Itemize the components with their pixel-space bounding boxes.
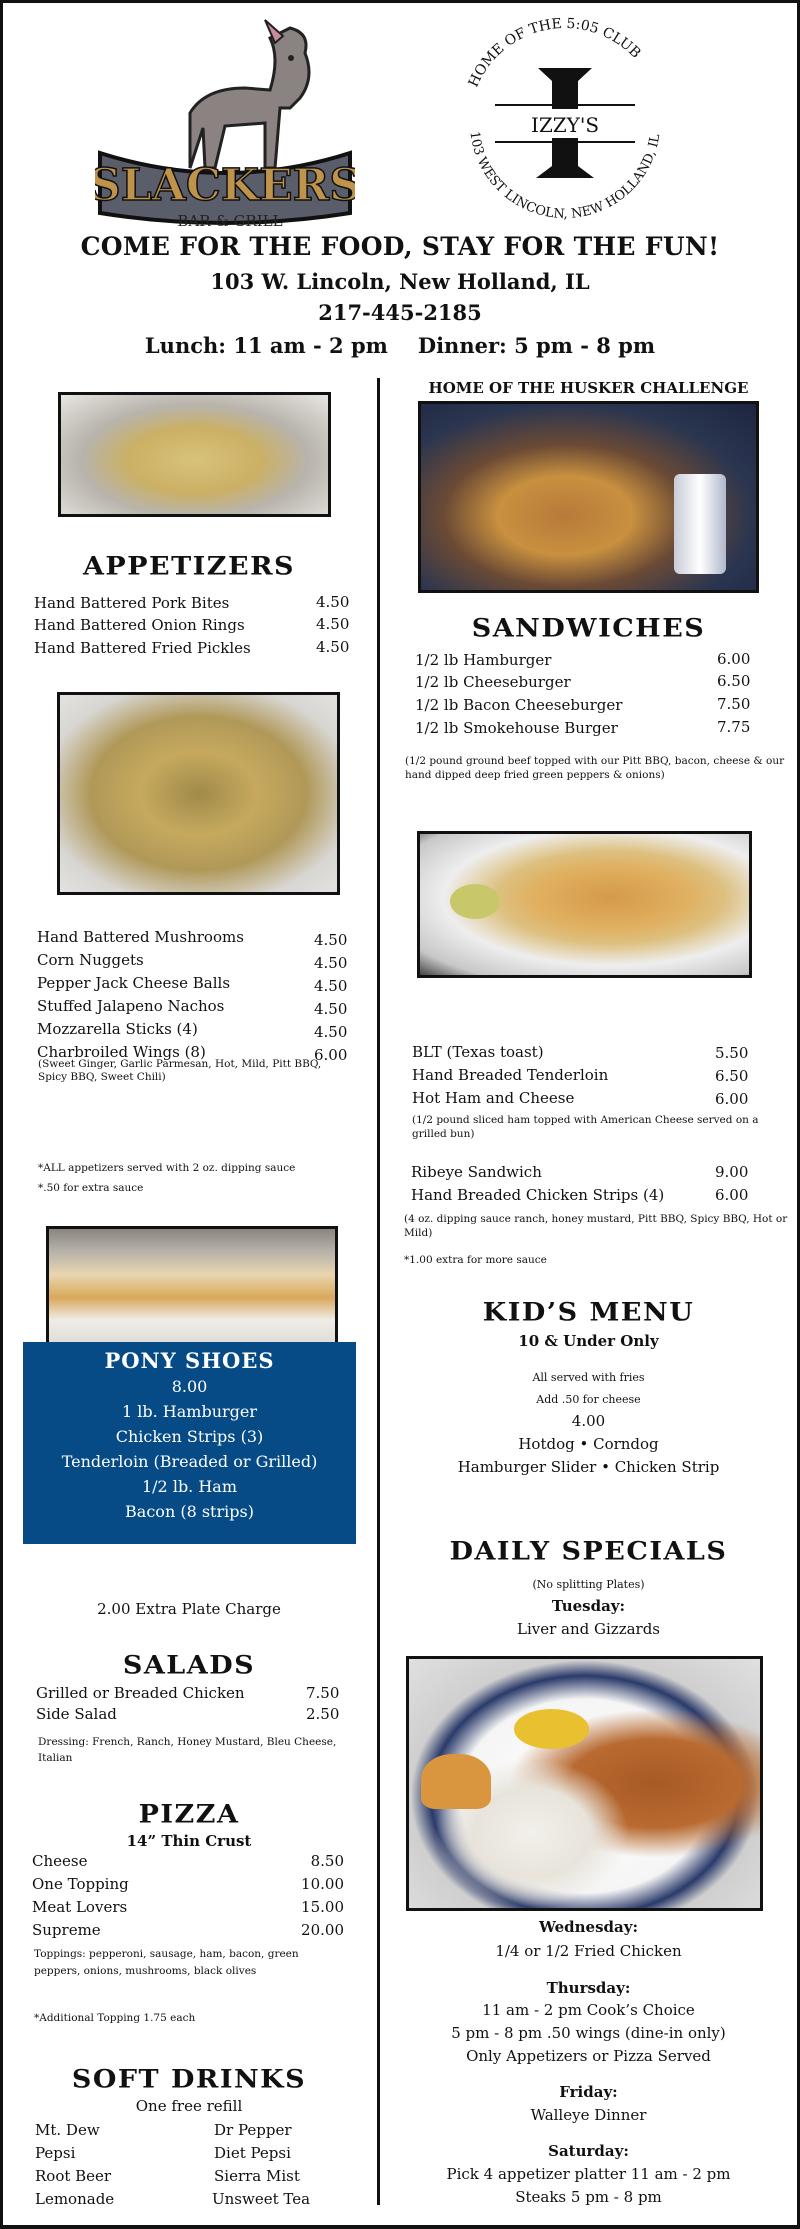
special-line: Walleye Dinner [530, 2106, 647, 2124]
kids-menu-items: Hamburger Slider • Chicken Strip [457, 1458, 720, 1476]
special-line: 11 am - 2 pm Cook’s Choice [482, 2001, 695, 2019]
strips-note: (4 oz. dipping sauce ranch, honey mustard, Pitt BBQ, Spicy BBQ, Hot or Mild) [404, 1213, 788, 1239]
menu-item-name: 1/2 lb Bacon Cheeseburger [415, 696, 623, 714]
menu-item-name: Ribeye Sandwich [411, 1163, 542, 1181]
menu-item-price: 4.50 [314, 1023, 348, 1041]
menu-item-price: 4.50 [314, 954, 348, 972]
pony-shoes-line: Tenderloin (Breaded or Grilled) [61, 1452, 318, 1471]
specials-note: (No splitting Plates) [532, 1578, 645, 1591]
drink-item: Root Beer [35, 2167, 112, 2185]
menu-item-name: Grilled or Breaded Chicken [36, 1684, 245, 1702]
salads-heading: SALADS [122, 1650, 256, 1681]
pony-shoes-line: 1 lb. Hamburger [121, 1402, 257, 1421]
special-line: 1/4 or 1/2 Fried Chicken [495, 1942, 682, 1960]
menu-item-price: 6.50 [715, 1067, 749, 1085]
toppings-note: Toppings: pepperoni, sausage, ham, bacon, green peppers, onions, mushrooms, black olives [34, 1948, 299, 1977]
bun [421, 1754, 491, 1809]
menu-item-name: Hand Battered Pork Bites [34, 594, 230, 612]
menu-item-price: 10.00 [301, 1875, 344, 1893]
menu-item-price: 6.00 [717, 650, 751, 668]
drink-item: Unsweet Tea [212, 2190, 311, 2208]
menu-item-price: 4.50 [316, 615, 350, 633]
appetizers-heading: APPETIZERS [82, 551, 296, 582]
drink-item: Mt. Dew [35, 2121, 100, 2139]
pizza-subtitle: 14” Thin Crust [126, 1832, 252, 1850]
menu-item-name: Stuffed Jalapeno Nachos [37, 997, 225, 1015]
slackers-logo-subtext: BAR & GRILL [177, 212, 283, 230]
kids-menu-price: 4.00 [571, 1412, 606, 1430]
drink-item: Sierra Mist [214, 2167, 300, 2185]
kids-menu-heading: KID’S MENU [482, 1297, 695, 1328]
pony-shoes-line: Chicken Strips (3) [115, 1427, 264, 1446]
kids-menu-subtitle: 10 & Under Only [518, 1332, 659, 1350]
strips-extra-sauce-note: *1.00 extra for more sauce [404, 1254, 547, 1266]
pony-shoes-line: Bacon (8 strips) [125, 1502, 254, 1521]
pickles [450, 884, 500, 919]
special-day: Friday: [559, 2083, 618, 2101]
menu-item-price: 4.50 [314, 977, 348, 995]
menu-item-name: Charbroiled Wings (8) [37, 1043, 206, 1061]
menu-item-name: Hand Breaded Chicken Strips (4) [411, 1186, 665, 1204]
menu-item-name: Hand Breaded Tenderloin [412, 1066, 609, 1084]
izzys-logo [450, 8, 680, 238]
dressing-note: Dressing: French, Ranch, Honey Mustard, Bleu Cheese, Italian [38, 1736, 337, 1764]
menu-item-name: Hot Ham and Cheese [412, 1089, 575, 1107]
slackers-logo-text: SLACKERS [95, 160, 355, 211]
menu-item-price: 4.50 [316, 638, 350, 656]
extra-sauce-note: *.50 for extra sauce [38, 1182, 144, 1194]
menu-item-price: 20.00 [301, 1921, 344, 1939]
drink-item: Diet Pepsi [214, 2144, 291, 2162]
kids-menu-line: Add .50 for cheese [536, 1393, 641, 1406]
menu-item-name: Supreme [32, 1921, 101, 1939]
menu-item-name: BLT (Texas toast) [412, 1043, 544, 1061]
izzys-logo-text: IZZY'S [530, 113, 600, 137]
menu-item-price: 8.50 [310, 1852, 344, 1870]
drink-item: Dr Pepper [214, 2121, 292, 2139]
beer-can [674, 474, 726, 574]
menu-item-price: 6.00 [314, 1046, 348, 1064]
kids-menu-items: Hotdog • Corndog [518, 1435, 659, 1453]
menu-item-price: 6.00 [715, 1186, 749, 1204]
menu-item-price: 6.00 [715, 1090, 749, 1108]
ham-note: (1/2 pound sliced ham topped with American Cheese served on a grilled bun) [412, 1114, 759, 1140]
menu-item-name: Cheese [32, 1852, 88, 1870]
menu-item-price: 4.50 [314, 931, 348, 949]
menu-item-price: 7.75 [717, 718, 751, 736]
soft-drinks-subtitle: One free refill [135, 2097, 243, 2115]
menu-item-price: 4.50 [314, 1000, 348, 1018]
hours [0, 333, 800, 358]
wing-flavors-note: (Sweet Ginger, Garlic Parmesan, Hot, Mild, Pitt BBQ, Spicy BBQ, Sweet Chili) [38, 1058, 322, 1083]
daily-specials-heading: DAILY SPECIALS [449, 1536, 728, 1567]
tenderloin-photo [417, 831, 752, 978]
dinner-hours: Dinner: 5 pm - 8 pm [417, 333, 656, 358]
menu-item-price: 7.50 [717, 695, 751, 713]
drink-item: Lemonade [35, 2190, 115, 2208]
slackers-logo [95, 18, 355, 233]
tagline: COME FOR THE FOOD, STAY FOR THE FUN! [80, 232, 720, 261]
lunch-hours: Lunch: 11 am - 2 pm [144, 333, 388, 358]
additional-topping-note: *Additional Topping 1.75 each [34, 2012, 196, 2024]
menu-item-price: 9.00 [715, 1163, 749, 1181]
extra-plate-charge: 2.00 Extra Plate Charge [97, 1600, 281, 1618]
menu-item-price: 6.50 [717, 672, 751, 690]
pony-shoes-box [23, 1342, 356, 1544]
menu-item-price: 7.50 [306, 1684, 340, 1702]
special-line: Only Appetizers or Pizza Served [466, 2047, 711, 2065]
husker-challenge-heading: HOME OF THE HUSKER CHALLENGE [428, 379, 749, 397]
sandwiches-heading: SANDWICHES [471, 613, 706, 644]
fried-chicken-photo [406, 1656, 763, 1911]
izzys-top-arc-text: HOME OF THE 5:05 CLUB [465, 15, 644, 90]
kids-menu-line: All served with fries [532, 1371, 645, 1384]
pony-shoes-price: 8.00 [171, 1377, 208, 1396]
address: 103 W. Lincoln, New Holland, IL [210, 269, 590, 294]
menu-item-price: 15.00 [301, 1898, 344, 1916]
special-line: 5 pm - 8 pm .50 wings (dine-in only) [451, 2024, 726, 2042]
izzys-bottom-arc-text: 103 WEST LINCOLN, NEW HOLLAND, IL [466, 130, 664, 223]
drink-item: Pepsi [35, 2144, 76, 2162]
pony-shoes-photo [46, 1226, 338, 1346]
menu-item-price: 4.50 [316, 593, 350, 611]
menu-item-name: Pepper Jack Cheese Balls [37, 974, 231, 992]
menu-item-name: One Topping [32, 1875, 129, 1893]
fried-pickles-photo [58, 392, 331, 517]
menu-item-price: 5.50 [715, 1044, 749, 1062]
menu-item-name: 1/2 lb Smokehouse Burger [415, 719, 618, 737]
special-line: Pick 4 appetizer platter 11 am - 2 pm [446, 2165, 731, 2183]
menu-item-name: Corn Nuggets [37, 951, 144, 969]
special-line: Liver and Gizzards [516, 1620, 661, 1638]
menu-item-name: 1/2 lb Hamburger [415, 651, 552, 669]
menu-item-name: Hand Battered Onion Rings [34, 616, 245, 634]
fried-mushrooms-photo [57, 692, 340, 895]
donkey-illustration [190, 20, 309, 168]
husker-burger-photo [418, 401, 759, 593]
corn [514, 1709, 589, 1749]
menu-item-name: Meat Lovers [32, 1898, 128, 1916]
menu-item-price: 2.50 [306, 1705, 340, 1723]
special-day: Thursday: [546, 1979, 631, 1997]
smokehouse-note: (1/2 pound ground beef topped with our Pitt BBQ, bacon, cheese & our hand dipped deep fried green peppers & onions) [405, 755, 785, 781]
special-day: Wednesday: [538, 1918, 638, 1936]
menu-item-name: Hand Battered Mushrooms [37, 928, 244, 946]
special-day: Saturday: [548, 2142, 629, 2160]
pony-shoes-line: 1/2 lb. Ham [141, 1477, 238, 1496]
menu-item-name: Mozzarella Sticks (4) [37, 1020, 198, 1038]
menu-item-name: 1/2 lb Cheeseburger [415, 673, 571, 691]
menu-item-name: Side Salad [36, 1705, 117, 1723]
column-divider [377, 378, 380, 2205]
soft-drinks-heading: SOFT DRINKS [71, 2064, 307, 2095]
pony-shoes-heading: PONY SHOES [104, 1348, 275, 1373]
pizza-heading: PIZZA [138, 1799, 240, 1830]
phone-number: 217-445-2185 [318, 300, 482, 325]
menu-item-name: Hand Battered Fried Pickles [34, 639, 251, 657]
special-day: Tuesday: [551, 1597, 626, 1615]
dipping-sauce-note: *ALL appetizers served with 2 oz. dipping sauce [38, 1162, 296, 1174]
special-line: Steaks 5 pm - 8 pm [515, 2188, 662, 2206]
